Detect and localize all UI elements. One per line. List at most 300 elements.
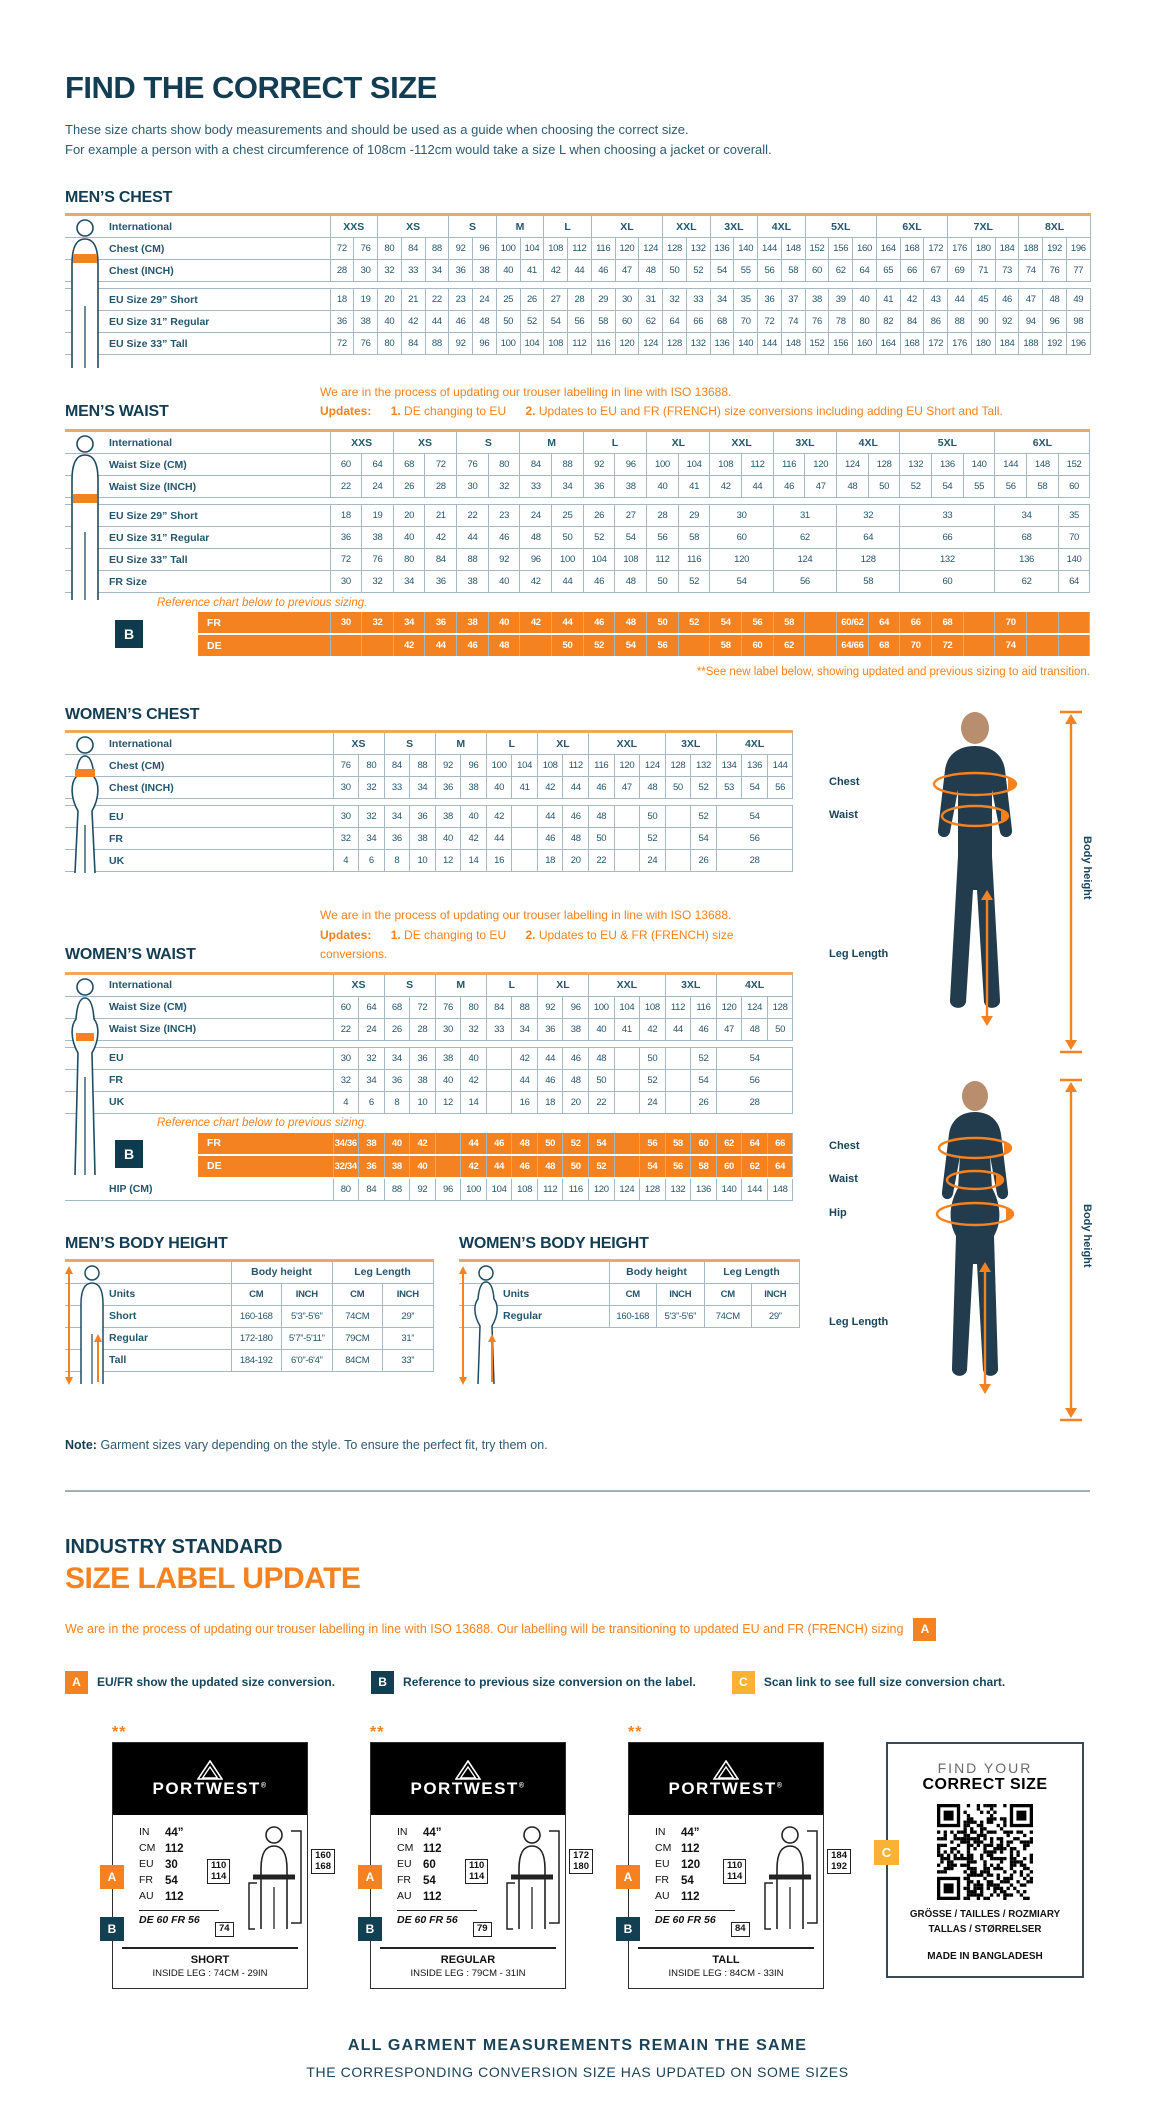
header-row — [65, 1260, 433, 1283]
table-cell: 66 — [900, 260, 924, 282]
table-cell: 44 — [537, 806, 563, 828]
measurement-figures — [829, 706, 1091, 1452]
mens-measure-figure — [829, 706, 1091, 1062]
table-row — [65, 799, 793, 806]
table-cell: 44 — [512, 1069, 538, 1091]
table-cell: 56 — [758, 260, 782, 282]
measurement-rows — [397, 1825, 473, 1945]
table-cell: 134 — [716, 755, 742, 777]
portwest-logo — [113, 1743, 307, 1815]
column-header: Body height — [609, 1260, 704, 1283]
fit-name: SHORT — [190, 1953, 230, 1966]
measurement-row — [655, 1873, 731, 1889]
table-cell: 27 — [544, 289, 568, 311]
column-header: 4XL — [837, 431, 900, 454]
table-cell: 41 — [614, 1018, 640, 1040]
table-cell: 120 — [615, 333, 639, 355]
size-label-card-column — [365, 1723, 589, 1989]
table-cell — [665, 1047, 691, 1069]
table-row — [65, 1133, 793, 1155]
table-cell: 20 — [563, 1091, 589, 1113]
table-cell: 12 — [435, 850, 461, 872]
table-cell: 19 — [354, 289, 378, 311]
table-cell: 116 — [678, 549, 710, 571]
table-cell: 62 — [742, 1155, 768, 1178]
table-cell: 46 — [512, 1155, 538, 1178]
table-cell: 44 — [948, 289, 972, 311]
table-cell: 25 — [496, 289, 520, 311]
table-cell: 172 — [924, 238, 948, 260]
table-cell: 104 — [512, 755, 538, 777]
table-row — [65, 498, 1090, 505]
table-cell: 50 — [663, 260, 687, 282]
table-cell — [65, 799, 793, 806]
table-cell: 44 — [563, 777, 589, 799]
table-cell: 60 — [805, 260, 829, 282]
table-cell: 35 — [1058, 505, 1090, 527]
table-cell: 46 — [486, 1133, 512, 1155]
size-label-update-section — [65, 1536, 1090, 1989]
size-label-card — [623, 1742, 847, 1989]
table-row — [65, 1349, 433, 1371]
table-cell: 40 — [496, 260, 520, 282]
table-cell: 20 — [393, 505, 425, 527]
column-header: XS — [333, 973, 384, 996]
update-note-line: We are in the process of updating our trouser labelling in line with ISO 13688. — [320, 385, 732, 399]
table-cell: 176 — [948, 333, 972, 355]
table-cell: 19 — [362, 505, 394, 527]
table-cell: 144 — [995, 454, 1027, 476]
table-cell: 92 — [488, 549, 520, 571]
table-row — [65, 1040, 793, 1047]
header-row — [65, 973, 793, 996]
table-cell — [665, 1091, 691, 1113]
measurement-key: AU — [655, 1890, 670, 1903]
table-cell: 112 — [647, 549, 679, 571]
table-cell: 42 — [900, 289, 924, 311]
table-cell: 40 — [410, 1155, 436, 1178]
mens-waist-label: Waist — [829, 809, 858, 822]
table-cell: 47 — [716, 1018, 742, 1040]
table-row — [65, 755, 793, 777]
table-cell: 100 — [647, 454, 679, 476]
table-cell: 50 — [665, 777, 691, 799]
table-cell: 25 — [552, 505, 584, 527]
column-header: 4XL — [716, 973, 793, 996]
reference-note: Reference chart below to previous sizing. — [157, 596, 368, 609]
column-header: XXL — [663, 215, 711, 238]
table-cell: 46 — [995, 289, 1019, 311]
table-cell: INCH — [282, 1283, 333, 1305]
measurement-value: 112 — [423, 1891, 442, 1904]
size-label-intro: We are in the process of updating our trouser labelling in line with ISO 13688. Our labelling will be transitioning to updated EU and FR (FRENCH) sizing A — [65, 1618, 1090, 1641]
table-cell: 34 — [512, 1018, 538, 1040]
iso-update-note — [320, 383, 1003, 421]
table-cell: 74 — [1019, 260, 1043, 282]
table-cell: 69 — [948, 260, 972, 282]
table-cell — [963, 612, 995, 634]
table-row — [65, 1018, 793, 1040]
size-label-cards — [65, 1724, 1090, 1989]
table-cell: 124 — [639, 238, 663, 260]
table-cell: 38 — [805, 289, 829, 311]
table-cell: 23 — [449, 289, 473, 311]
table-cell: FR — [65, 612, 330, 634]
table-cell: 192 — [1043, 238, 1067, 260]
section-divider — [65, 1490, 1090, 1492]
table-cell: 44 — [425, 311, 449, 333]
table-cell: 120 — [614, 755, 640, 777]
size-table — [65, 730, 793, 872]
table-cell — [1058, 634, 1090, 657]
size-chart-table — [65, 1259, 434, 1372]
column-header: L — [583, 431, 646, 454]
measurement-row — [397, 1841, 473, 1857]
measurement-key: IN — [397, 1825, 408, 1838]
table-cell: 12 — [435, 1091, 461, 1113]
table-cell: 112 — [742, 454, 774, 476]
table-cell: 42 — [461, 828, 487, 850]
table-cell: 160 — [853, 238, 877, 260]
table-cell: 24 — [473, 289, 497, 311]
table-cell: 60 — [615, 311, 639, 333]
table-cell: 108 — [615, 549, 647, 571]
table-row — [65, 1155, 793, 1178]
legend-item-b: B Reference to previous size conversion on the label. — [371, 1671, 696, 1694]
table-cell: 184-192 — [231, 1349, 282, 1371]
table-cell: 84 — [486, 996, 512, 1018]
table-cell: 30 — [330, 571, 362, 593]
table-row — [65, 828, 793, 850]
table-cell: 62 — [716, 1133, 742, 1155]
table-cell: 46 — [537, 1069, 563, 1091]
table-cell: 46 — [563, 806, 589, 828]
mini-figure-icon — [215, 1825, 333, 1931]
badge-c-icon: C — [874, 1840, 899, 1865]
column-header: L — [544, 215, 592, 238]
table-cell: 56 — [773, 571, 836, 593]
table-cell — [614, 828, 640, 850]
table-cell: 5'7”-5'11” — [282, 1327, 333, 1349]
table-cell: 38 — [410, 1069, 436, 1091]
table-cell: 74 — [781, 311, 805, 333]
header-row — [65, 215, 1090, 238]
table-cell: 41 — [876, 289, 900, 311]
table-row — [65, 1113, 793, 1133]
table-row — [65, 850, 793, 872]
header-row — [459, 1260, 799, 1283]
table-cell: 33 — [900, 505, 995, 527]
table-cell: 31 — [773, 505, 836, 527]
table-cell: 42 — [410, 1133, 436, 1155]
table-cell: 36 — [435, 777, 461, 799]
table-row — [65, 1069, 793, 1091]
table-cell: 50 — [640, 806, 666, 828]
table-cell: 144 — [767, 755, 793, 777]
table-cell: 76 — [362, 549, 394, 571]
womens-waist-table — [65, 972, 793, 1201]
table-cell: 32 — [837, 505, 900, 527]
table-cell: 192 — [1043, 333, 1067, 355]
mens-chest-heading: MEN’S CHEST — [65, 189, 173, 206]
table-cell: 78 — [829, 311, 853, 333]
table-cell: 88 — [948, 311, 972, 333]
reference-note: Reference chart below to previous sizing. — [157, 1117, 368, 1130]
table-cell: 84 — [401, 238, 425, 260]
table-cell: 56 — [665, 1155, 691, 1178]
womens-hip-label: Hip — [829, 1207, 847, 1220]
table-cell: 42 — [544, 260, 568, 282]
table-cell: 37 — [781, 289, 805, 311]
table-cell: 21 — [425, 505, 457, 527]
measurement-value: 112 — [423, 1843, 442, 1856]
measurement-key: FR — [655, 1874, 669, 1887]
table-cell: 100 — [552, 549, 584, 571]
table-cell: 54 — [615, 527, 647, 549]
table-cell: 88 — [552, 454, 584, 476]
table-cell: 34/36 — [333, 1133, 359, 1155]
table-cell: 50 — [563, 1155, 589, 1178]
table-cell: 100 — [589, 996, 615, 1018]
table-cell: 112 — [537, 1178, 563, 1201]
table-cell: 33 — [486, 1018, 512, 1040]
column-header: 3XL — [773, 431, 836, 454]
table-cell — [486, 1091, 512, 1113]
measurement-value: 120 — [681, 1859, 701, 1872]
badge-a-icon: A — [100, 1865, 124, 1889]
table-cell: 42 — [486, 806, 512, 828]
table-cell: 124 — [742, 996, 768, 1018]
table-cell: EU — [65, 806, 333, 828]
table-row — [65, 1283, 433, 1305]
womens-leg-length-label: Leg Length — [829, 1316, 889, 1329]
table-cell: 34 — [359, 1069, 385, 1091]
table-cell: 54 — [716, 1047, 793, 1069]
table-cell: 96 — [461, 755, 487, 777]
table-cell: 132 — [686, 333, 710, 355]
table-cell: 72 — [932, 634, 964, 657]
table-cell: 4 — [333, 1091, 359, 1113]
table-cell: 108 — [640, 996, 666, 1018]
table-cell — [1058, 612, 1090, 634]
height-measure-box: 184 192 — [827, 1849, 851, 1874]
table-cell: 22 — [425, 289, 449, 311]
table-cell: 104 — [614, 996, 640, 1018]
table-cell: 68 — [710, 311, 734, 333]
womens-measure-figure — [829, 1074, 1091, 1430]
table-cell: 136 — [742, 755, 768, 777]
table-cell — [520, 634, 552, 657]
table-cell: 38 — [410, 828, 436, 850]
table-cell: 32 — [362, 571, 394, 593]
size-chart-table — [65, 429, 1090, 658]
table-cell: 66 — [686, 311, 710, 333]
table-cell: 84 — [900, 311, 924, 333]
table-cell: 54 — [710, 612, 742, 634]
table-cell: CM — [231, 1283, 282, 1305]
table-cell: 152 — [805, 238, 829, 260]
table-cell: 48 — [563, 828, 589, 850]
column-header: XXL — [589, 732, 666, 755]
measurement-key: FR — [139, 1874, 153, 1887]
table-cell: 116 — [691, 996, 717, 1018]
table-cell: 36 — [359, 1155, 385, 1178]
height-measure-box: 172 180 — [569, 1849, 593, 1874]
column-header: S — [384, 732, 435, 755]
table-cell: 104 — [520, 238, 544, 260]
table-cell: 56 — [742, 612, 774, 634]
table-cell: 41 — [512, 777, 538, 799]
table-cell: 82 — [876, 311, 900, 333]
column-header: XL — [537, 973, 588, 996]
table-cell: 148 — [767, 1178, 793, 1201]
table-cell: 160-168 — [231, 1305, 282, 1327]
table-cell: 32/34 — [333, 1155, 359, 1178]
table-cell: 52 — [691, 1047, 717, 1069]
table-cell: 40 — [384, 1133, 410, 1155]
table-cell: 79CM — [332, 1327, 383, 1349]
table-cell: 6 — [359, 850, 385, 872]
table-cell: 96 — [615, 454, 647, 476]
mens-waist-table — [65, 429, 1090, 658]
table-cell: 144 — [742, 1178, 768, 1201]
measurement-row — [397, 1873, 473, 1889]
qr-card-title: CORRECT SIZE — [922, 1775, 1048, 1793]
table-cell — [614, 1091, 640, 1113]
page-footer — [65, 2037, 1090, 2080]
table-cell: 90 — [971, 311, 995, 333]
table-cell: 96 — [1043, 311, 1067, 333]
womens-waist-section — [65, 906, 793, 1201]
table-cell: 34 — [384, 806, 410, 828]
previous-size-row: DE 60 FR 56 — [655, 1910, 735, 1926]
table-cell: 24 — [359, 1018, 385, 1040]
table-cell — [614, 1155, 640, 1178]
table-cell: 38 — [435, 1047, 461, 1069]
table-cell: 100 — [461, 1178, 487, 1201]
column-header: 3XL — [710, 215, 758, 238]
table-cell: Units — [65, 1283, 231, 1305]
column-header: L — [486, 732, 537, 755]
iso-update-note-womens — [320, 906, 793, 964]
table-cell: 52 — [589, 1155, 615, 1178]
table-cell: 66 — [900, 612, 932, 634]
table-cell: 42 — [393, 634, 425, 657]
table-cell: 30 — [354, 260, 378, 282]
measurement-row — [397, 1857, 473, 1873]
table-cell: 62 — [639, 311, 663, 333]
previous-size-row: DE 60 FR 56 — [397, 1910, 477, 1926]
table-cell: 5'3”-5'6” — [282, 1305, 333, 1327]
table-cell: Waist Size (INCH) — [65, 1018, 333, 1040]
size-label-card-column — [107, 1723, 331, 1989]
column-header: 4XL — [758, 215, 806, 238]
prev-sizing-badge-b: B — [115, 620, 143, 648]
table-cell: 132 — [691, 755, 717, 777]
column-header: XS — [333, 732, 384, 755]
table-cell: 56 — [716, 1069, 793, 1091]
table-cell: 40 — [435, 828, 461, 850]
table-cell: 116 — [591, 238, 615, 260]
table-row — [65, 996, 793, 1018]
table-cell: 60 — [742, 634, 774, 657]
size-chart-table — [65, 213, 1091, 355]
table-cell: 45 — [971, 289, 995, 311]
table-cell: 48 — [640, 777, 666, 799]
table-cell: 31” — [383, 1327, 434, 1349]
qr-code[interactable] — [937, 1804, 1033, 1900]
table-cell: 22 — [457, 505, 489, 527]
table-row — [65, 260, 1090, 282]
update-note-items: Updates: 1. DE changing to EU 2. Updates to EU & FR (FRENCH) size conversions. — [320, 927, 734, 961]
table-cell: 40 — [461, 1047, 487, 1069]
height-measure-box: 160 168 — [311, 1849, 335, 1874]
prev-sizing-badge-b: B — [115, 1140, 143, 1168]
table-cell: 180 — [971, 238, 995, 260]
table-cell: 38 — [615, 476, 647, 498]
fit-name: REGULAR — [440, 1953, 496, 1966]
table-cell: 44 — [457, 527, 489, 549]
table-cell — [512, 828, 538, 850]
measurement-row — [397, 1825, 473, 1841]
table-cell: 26 — [393, 476, 425, 498]
table-cell: 46 — [591, 260, 615, 282]
column-header: International — [65, 973, 333, 996]
mens-leg-length-label: Leg Length — [829, 948, 889, 961]
table-cell: 44 — [537, 1047, 563, 1069]
leg-measure-box: 79 — [473, 1922, 492, 1937]
mens-body-height-heading: MEN’S BODY HEIGHT — [65, 1234, 228, 1252]
table-cell: 62 — [995, 571, 1058, 593]
badge-b-icon: B — [100, 1917, 124, 1941]
table-cell: 71 — [971, 260, 995, 282]
table-cell: 28 — [410, 1018, 436, 1040]
table-cell: 42 — [461, 1155, 487, 1178]
table-cell: 74CM — [332, 1305, 383, 1327]
table-cell — [435, 1155, 461, 1178]
inside-leg-text: INSIDE LEG : 79CM - 31IN — [410, 1967, 526, 1979]
table-cell: 88 — [457, 549, 489, 571]
measurement-key: EU — [655, 1858, 670, 1871]
measurement-value: 112 — [165, 1891, 184, 1904]
womens-body-height-section — [459, 1235, 799, 1372]
table-cell: 188 — [1019, 238, 1043, 260]
table-cell: 72 — [330, 333, 354, 355]
mens-chest-section — [65, 189, 1090, 355]
table-cell: 60/62 — [837, 612, 869, 634]
table-row — [65, 634, 1090, 657]
table-cell: 80 — [853, 311, 877, 333]
table-cell: 132 — [900, 549, 995, 571]
measurement-key: AU — [397, 1890, 412, 1903]
table-cell: 54 — [716, 806, 793, 828]
table-cell: 52 — [640, 1069, 666, 1091]
table-cell: 140 — [734, 333, 758, 355]
table-cell: 44 — [461, 1133, 487, 1155]
size-label-card — [365, 1742, 589, 1989]
table-cell: 48 — [837, 476, 869, 498]
table-row — [65, 1178, 793, 1201]
table-cell: 74 — [995, 634, 1027, 657]
table-cell: INCH — [657, 1283, 705, 1305]
table-cell: 112 — [563, 755, 589, 777]
table-row — [65, 333, 1090, 355]
table-cell: EU Size 31” Regular — [65, 311, 330, 333]
table-cell: 88 — [512, 996, 538, 1018]
table-cell: 14 — [461, 850, 487, 872]
table-cell: 54 — [615, 634, 647, 657]
table-cell: 50 — [552, 634, 584, 657]
